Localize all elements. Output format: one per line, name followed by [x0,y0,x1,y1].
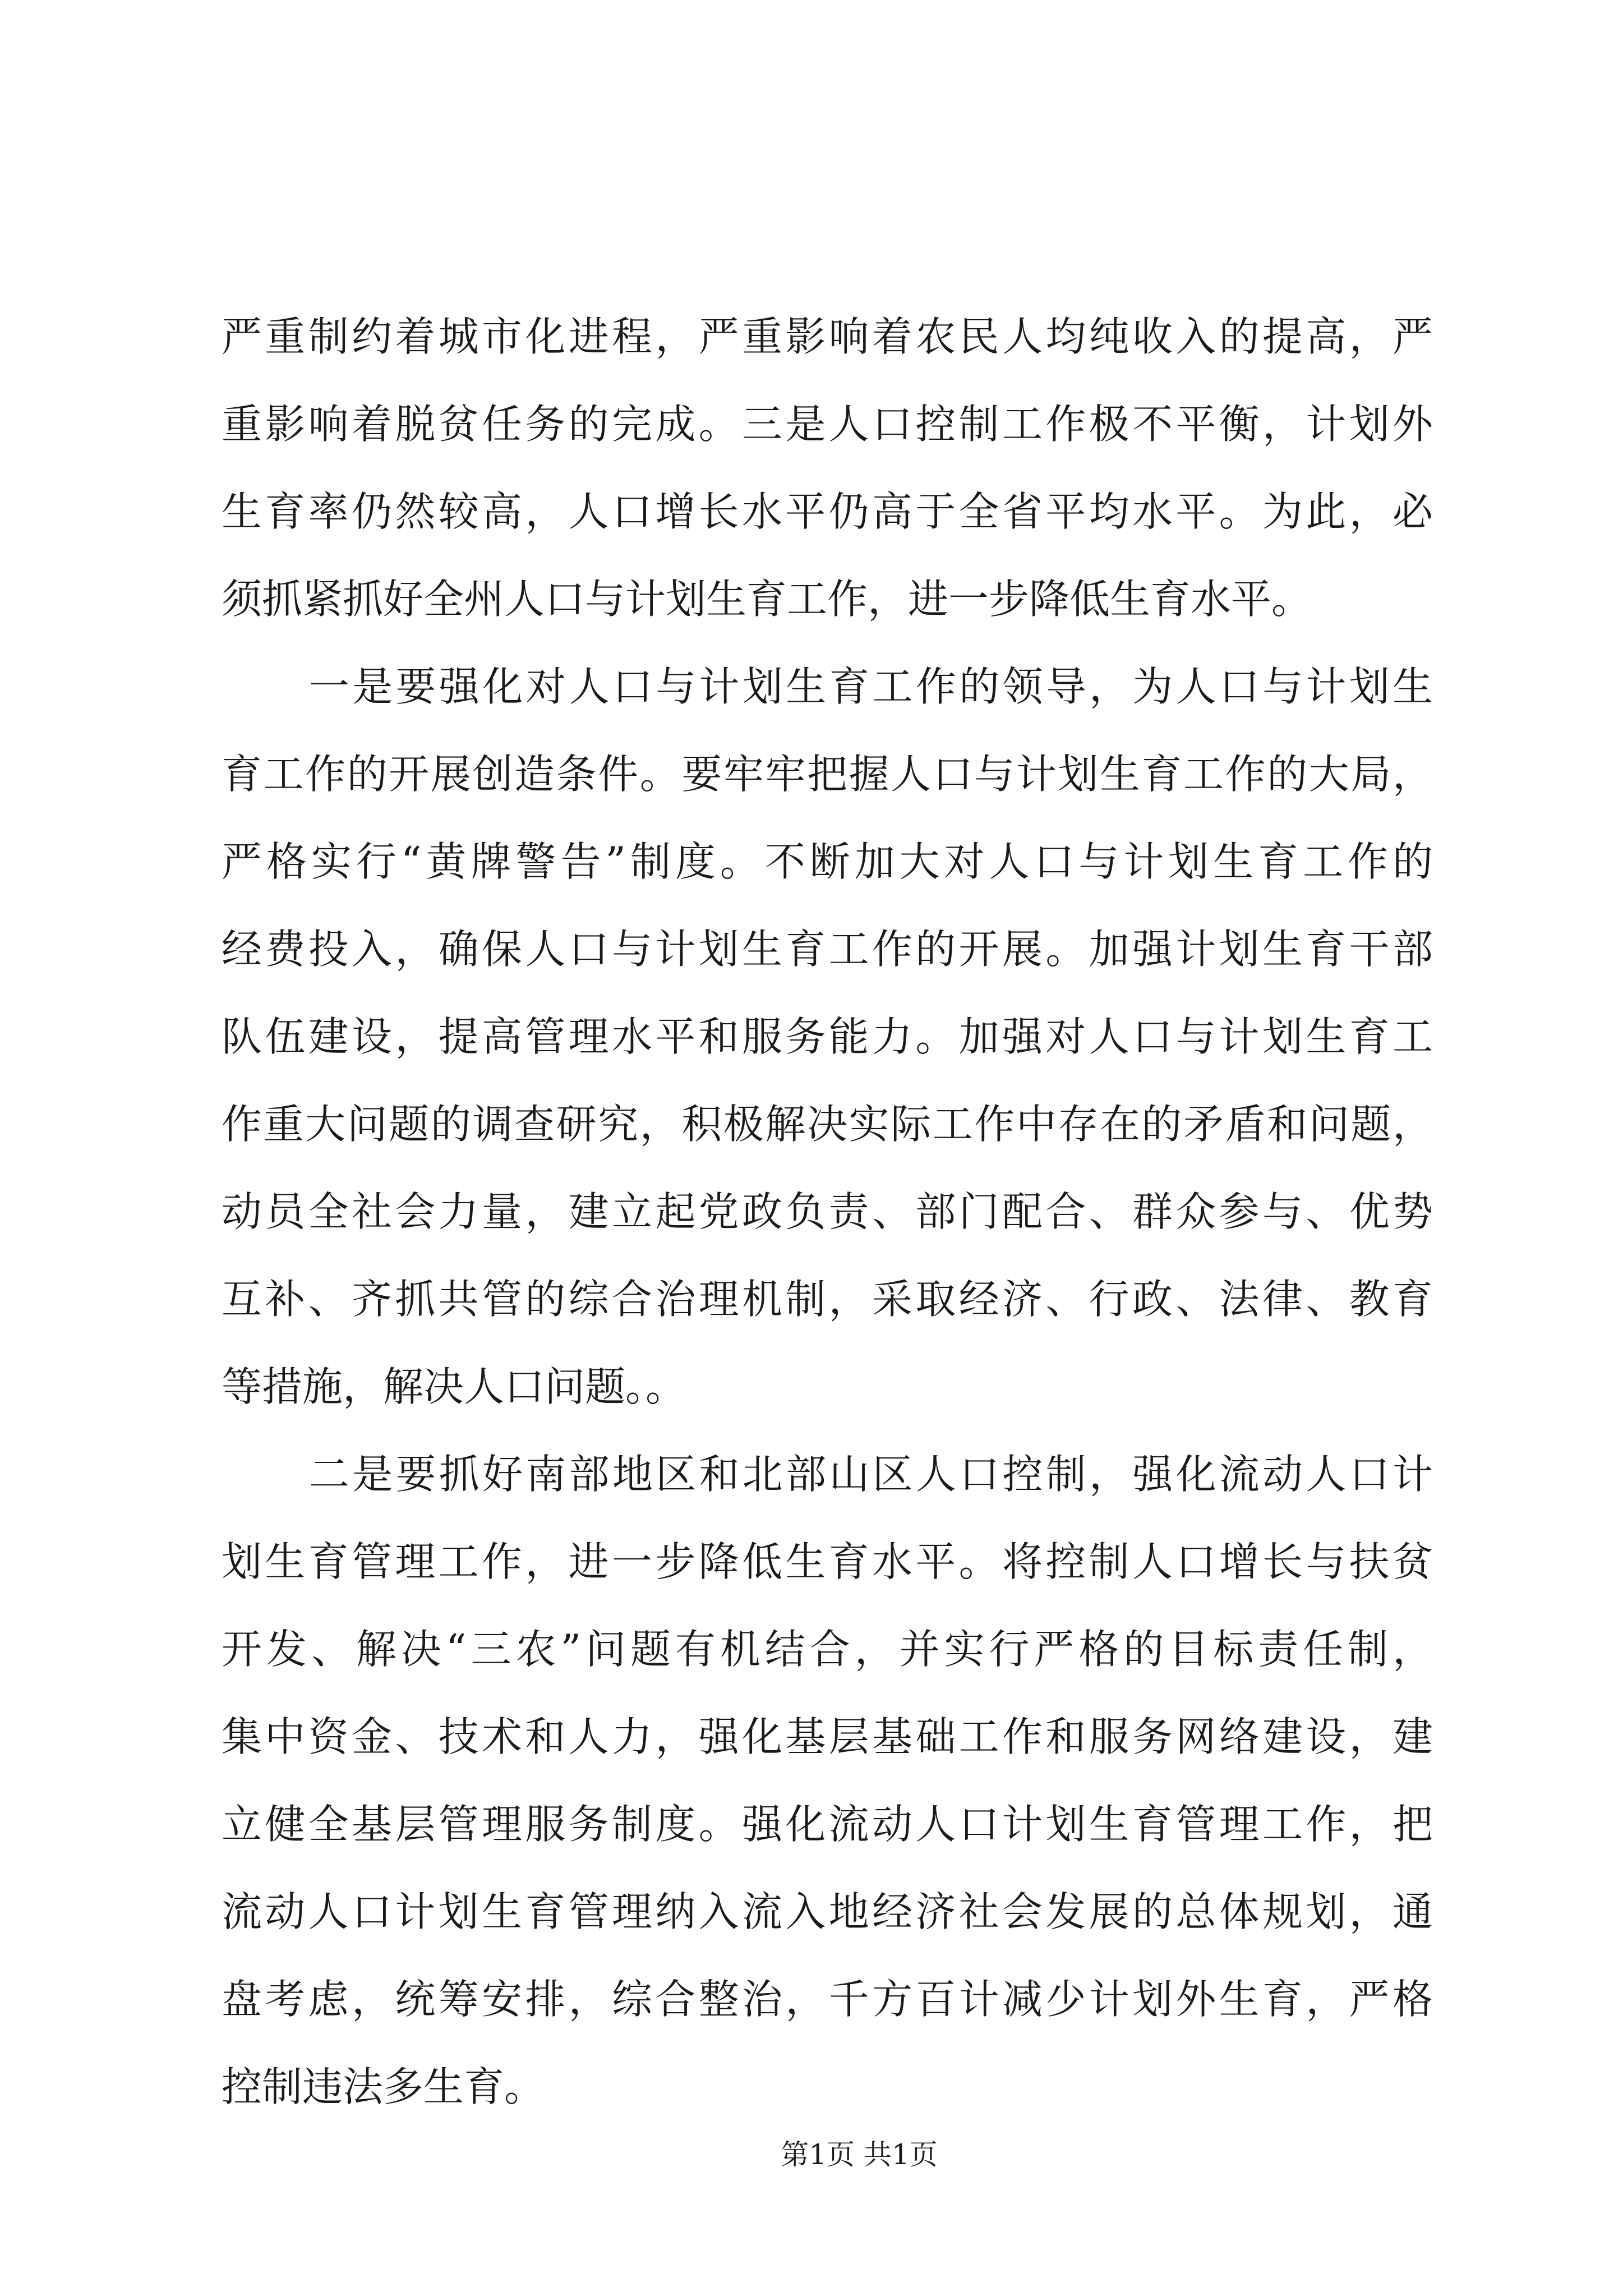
text-line: 经费投入，确保人口与计划生育工作的开展。加强计划生育干部 [222,926,1433,973]
paragraph [222,293,1433,643]
text-line: 一是要强化对人口与计划生育工作的领导，为人口与计划生 [309,663,1433,710]
text-line: 生育率仍然较高，人口增长水平仍高于全省平均水平。为此，必 [222,488,1433,535]
text-line: 育工作的开展创造条件。要牢牢把握人口与计划生育工作的大局， [222,751,1433,798]
text-line: 须抓紧抓好全州人口与计划生育工作，进一步降低生育水平。 [222,576,1312,623]
text-line: 队伍建设，提高管理水平和服务能力。加强对人口与计划生育工 [222,1013,1433,1060]
paragraph [222,1430,1433,2131]
text-line: 立健全基层管理服务制度。强化流动人口计划生育管理工作，把 [222,1801,1433,1848]
document-body [222,293,1433,2131]
text-line: 划生育管理工作，进一步降低生育水平。将控制人口增长与扶贫 [222,1538,1433,1585]
text-line: 互补、齐抓共管的综合治理机制，采取经济、行政、法律、教育 [222,1276,1433,1323]
text-line: 作重大问题的调查研究，积极解决实际工作中存在的矛盾和问题， [222,1101,1433,1148]
text-line: 严格实行“黄牌警告”制度。不断加大对人口与计划生育工作的 [222,838,1433,885]
text-line: 动员全社会力量，建立起党政负责、部门配合、群众参与、优势 [222,1188,1433,1235]
text-line: 开发、解决“三农”问题有机结合，并实行严格的目标责任制， [222,1626,1433,1673]
text-line: 重影响着脱贫任务的完成。三是人口控制工作极不平衡，计划外 [222,401,1433,448]
text-line: 集中资金、技术和人力，强化基层基础工作和服务网络建设，建 [222,1713,1433,1760]
text-line: 流动人口计划生育管理纳入流入地经济社会发展的总体规划，通 [222,1888,1433,1935]
paragraph [222,643,1433,1430]
text-line: 控制违法多生育。 [222,2063,545,2110]
text-line: 等措施，解决人口问题。。 [222,1363,686,1410]
page-footer: 第1页 共1页 [781,2138,938,2171]
text-line: 严重制约着城市化进程，严重影响着农民人均纯收入的提高，严 [222,313,1433,360]
text-line: 二是要抓好南部地区和北部山区人口控制，强化流动人口计 [309,1451,1433,1498]
text-line: 盘考虑，统筹安排，综合整治，千方百计减少计划外生育，严格 [222,1976,1433,2023]
